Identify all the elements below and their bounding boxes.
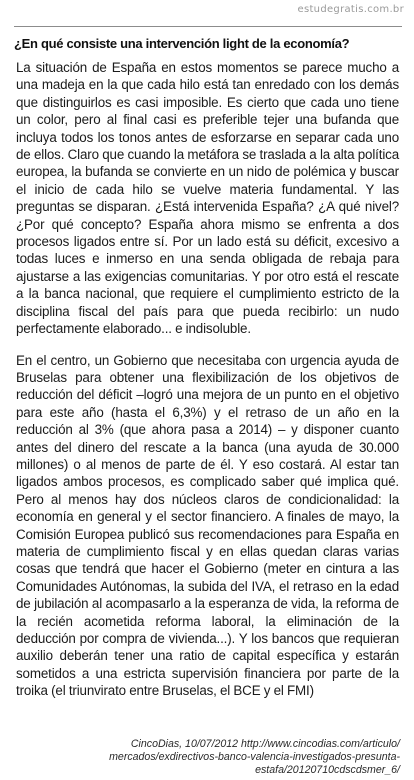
citation-line-1: CincoDias, 10/07/2012 http://www.cincodias.com/articulo/	[130, 738, 400, 750]
question-heading: ¿En qué consiste una intervención light de la economía?	[14, 36, 350, 51]
article-paragraph-2: En el centro, un Gobierno que necesitaba con urgencia ayuda de Bruselas para obtener una flexibilización de los objetivos de reducción del déficit –logró una mejora de un punto en el objetivo para este año (hasta el 6,3%) y el retraso de un año en la reducción al 3% (que ahora pasa a 2014) – y disponer cuanto antes del dinero del rescate a la banca (una ayuda de 30.000 millones) o al menos de parte de él. Y eso costará. Al estar tan ligados ambos procesos, es complicado saber qué implica qué. Pero al menos hay dos núcleos claros de condicionalidad: la economía en general y el sector financiero. A finales de mayo, la Comisión Europea publicó sus recomendaciones para España en materia de cumplimiento fiscal y en ellas quedan claras varias cosas que tendrá que hacer el Gobierno (meter en cintura a las Comunidades Autónomas, la subida del IVA, el retraso en la edad de jubilación al acompasarlo a la esperanza de vida, la reforma de la recién acometida reforma laboral, la eliminación de la deducción por compra de vivienda...). Y los bancos que requieran auxilio deberán tener una ratio de capital específica y estarán sometidos a una estricta supervisión financiera por parte de la troika (el triunvirato entre Bruselas, el BCE y el FMI)	[16, 352, 399, 699]
site-watermark: estudegratis.com.br	[297, 4, 404, 15]
source-citation	[100, 738, 400, 777]
citation-line-2: mercados/exdirectivos-banco-valencia-investigados-presunta-	[109, 751, 400, 763]
citation-line-3: estafa/20120710cdscdsmer_6/	[255, 764, 400, 776]
article-body	[16, 59, 399, 714]
header-divider	[14, 26, 402, 27]
article-paragraph-1: La situación de España en estos momentos se parece mucho a una madeja en la que cada hilo está tan enredado con los demás que distinguirlos es casi imposible. Es cierto que cada uno tiene un color, pero al final casi es preferible tejer una bufanda que incluya todos los tonos antes de esforzarse en separar cada uno de ellos. Claro que cuando la metáfora se traslada a la alta política europea, la bufanda se convierte en un nido de polémica y buscar el inicio de cada hilo se vuelve materia fundamental. Y las preguntas se disparan. ¿Está intervenida España? ¿A qué nivel? ¿Por qué concepto? España ahora mismo se enfrenta a dos procesos ligados entre sí. Por un lado está su déficit, excesivo a todas luces e inmerso en una senda obligada de rebaja para ajustarse a las exigencias comunitarias. Y por otro está el rescate a la banca nacional, que requiere el cumplimiento estricto de la disciplina fiscal del país para que pueda recibirlo: un nudo perfectamente elaborado... e indisoluble.	[16, 60, 399, 337]
